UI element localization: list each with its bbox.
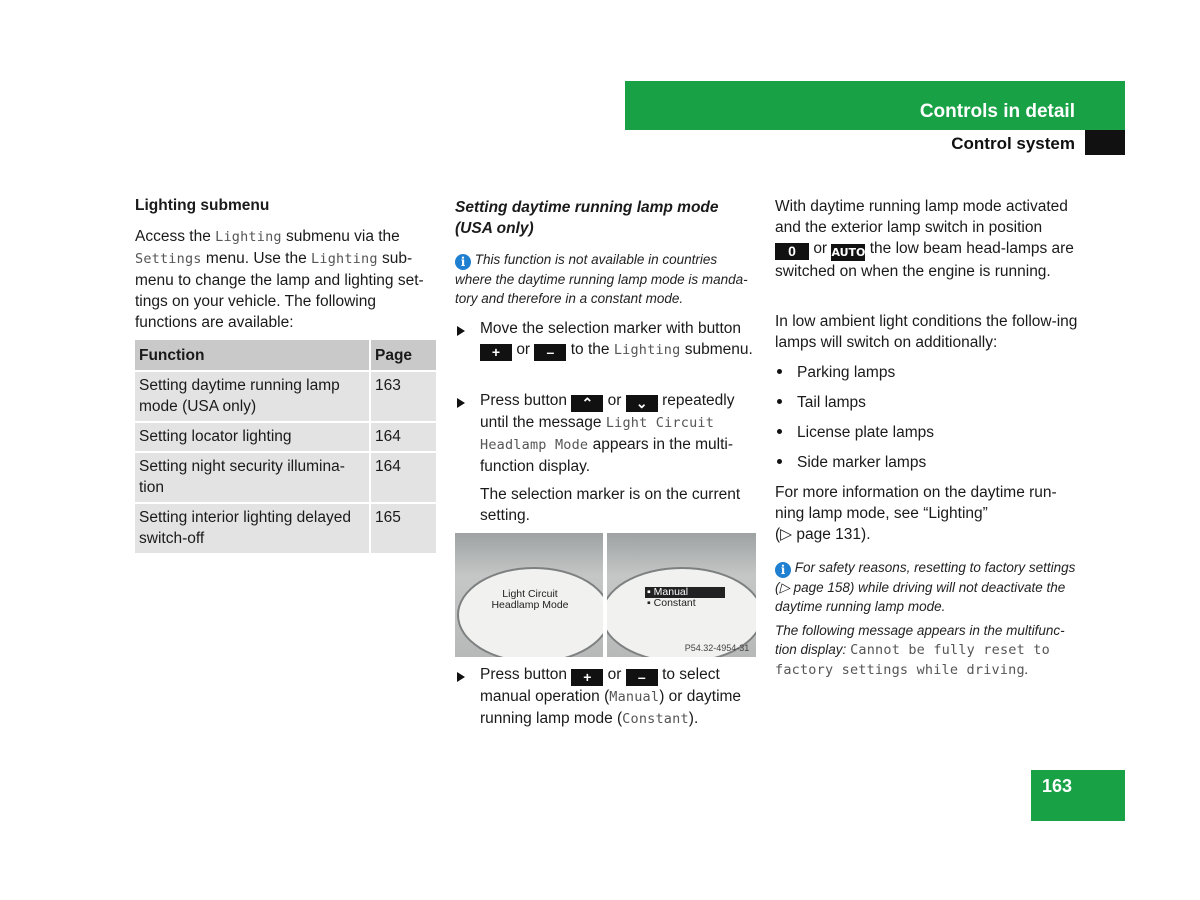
- plus-key-icon: +: [480, 344, 512, 361]
- lamp-list: [777, 362, 934, 482]
- figure-reference: P54.32-4954-31: [684, 643, 750, 653]
- minus-key-icon: –: [534, 344, 566, 361]
- minus-key-icon: –: [626, 669, 658, 686]
- table-row: [135, 452, 436, 503]
- switch-auto-icon: AUTO: [831, 246, 866, 259]
- table-cell-function: Setting night security illumina-tion: [135, 452, 370, 503]
- switch-zero-icon: 0: [775, 243, 809, 260]
- multifunction-message-note: The following message appears in the multifunc-tion display: Cannot be fully reset to factory settings while driving.: [775, 623, 1065, 678]
- display-left-text: Light Circuit Headlamp Mode: [491, 588, 569, 611]
- plus-key-icon: +: [571, 669, 603, 686]
- safety-note: i For safety reasons, resetting to factory settings (▷ page 158) while driving will not deactivate the daytime running lamp mode.: [775, 560, 1076, 614]
- lighting-intro: Access the Lighting submenu via the Settings menu. Use the Lighting sub-menu to change the lamp and lighting set-tings on your vehicle. The following functions are available:: [135, 228, 424, 331]
- daytime-mode-heading: Setting daytime running lamp mode (USA only): [455, 199, 719, 237]
- functions-table: [135, 340, 436, 553]
- info-icon: i: [455, 254, 471, 270]
- col-function-header: Function: [135, 340, 370, 371]
- more-info-paragraph: For more information on the daytime run-ning lamp mode, see “Lighting” (▷ page 131).: [775, 484, 1057, 543]
- step-arrow-icon: [457, 323, 465, 341]
- low-beam-paragraph: With daytime running lamp mode activated and the exterior lamp switch in position 0 or AUTO the low beam head-lamps are switched on when the engine is running.: [775, 198, 1074, 280]
- step-press-button: Press button ⌃ or ⌄ repeatedly until the message Light Circuit Headlamp Mode appears in the multi-function display.: [480, 392, 735, 475]
- section-title: Controls in detail: [919, 101, 1075, 122]
- table-cell-page: 164: [370, 452, 436, 503]
- list-item: Parking lamps: [777, 362, 934, 392]
- down-key-icon: ⌄: [626, 395, 658, 412]
- list-item: Side marker lamps: [777, 452, 934, 482]
- selection-result: The selection marker is on the current setting.: [480, 486, 741, 524]
- subsection-title: Control system: [951, 134, 1075, 153]
- table-cell-function: Setting interior lighting delayed switch-off: [135, 503, 370, 553]
- table-cell-page: 165: [370, 503, 436, 553]
- table-cell-page: 163: [370, 371, 436, 422]
- up-key-icon: ⌃: [571, 395, 603, 412]
- step-select-mode: Press button + or – to select manual operation (Manual) or daytime running lamp mode (Constant).: [480, 666, 742, 727]
- display-photo-right: [607, 533, 756, 657]
- display-right-menu: ▪ Manual ▪ Constant: [645, 587, 725, 609]
- display-photo-left: [455, 533, 603, 657]
- step-arrow-icon: [457, 395, 465, 413]
- table-row: [135, 422, 436, 452]
- step-arrow-icon: [457, 669, 465, 687]
- info-note: i This function is not available in countries where the daytime running lamp mode is manda-tory and therefore in a constant mode.: [455, 252, 748, 306]
- col-page-header: Page: [370, 340, 436, 371]
- step-move-marker: Move the selection marker with button + or – to the Lighting submenu.: [480, 320, 753, 360]
- table-cell-function: Setting daytime running lamp mode (USA only): [135, 371, 370, 422]
- table-header-row: [135, 340, 436, 371]
- table-row: [135, 503, 436, 553]
- page-number: 163: [1041, 776, 1073, 796]
- ambient-light-paragraph: In low ambient light conditions the follow-ing lamps will switch on additionally:: [775, 313, 1078, 351]
- lighting-submenu-heading: Lighting submenu: [135, 197, 270, 214]
- table-row: [135, 371, 436, 422]
- list-item: License plate lamps: [777, 422, 934, 452]
- list-item: Tail lamps: [777, 392, 934, 422]
- info-icon: i: [775, 562, 791, 578]
- table-cell-page: 164: [370, 422, 436, 452]
- header-marker: [1085, 130, 1125, 155]
- table-cell-function: Setting locator lighting: [135, 422, 370, 452]
